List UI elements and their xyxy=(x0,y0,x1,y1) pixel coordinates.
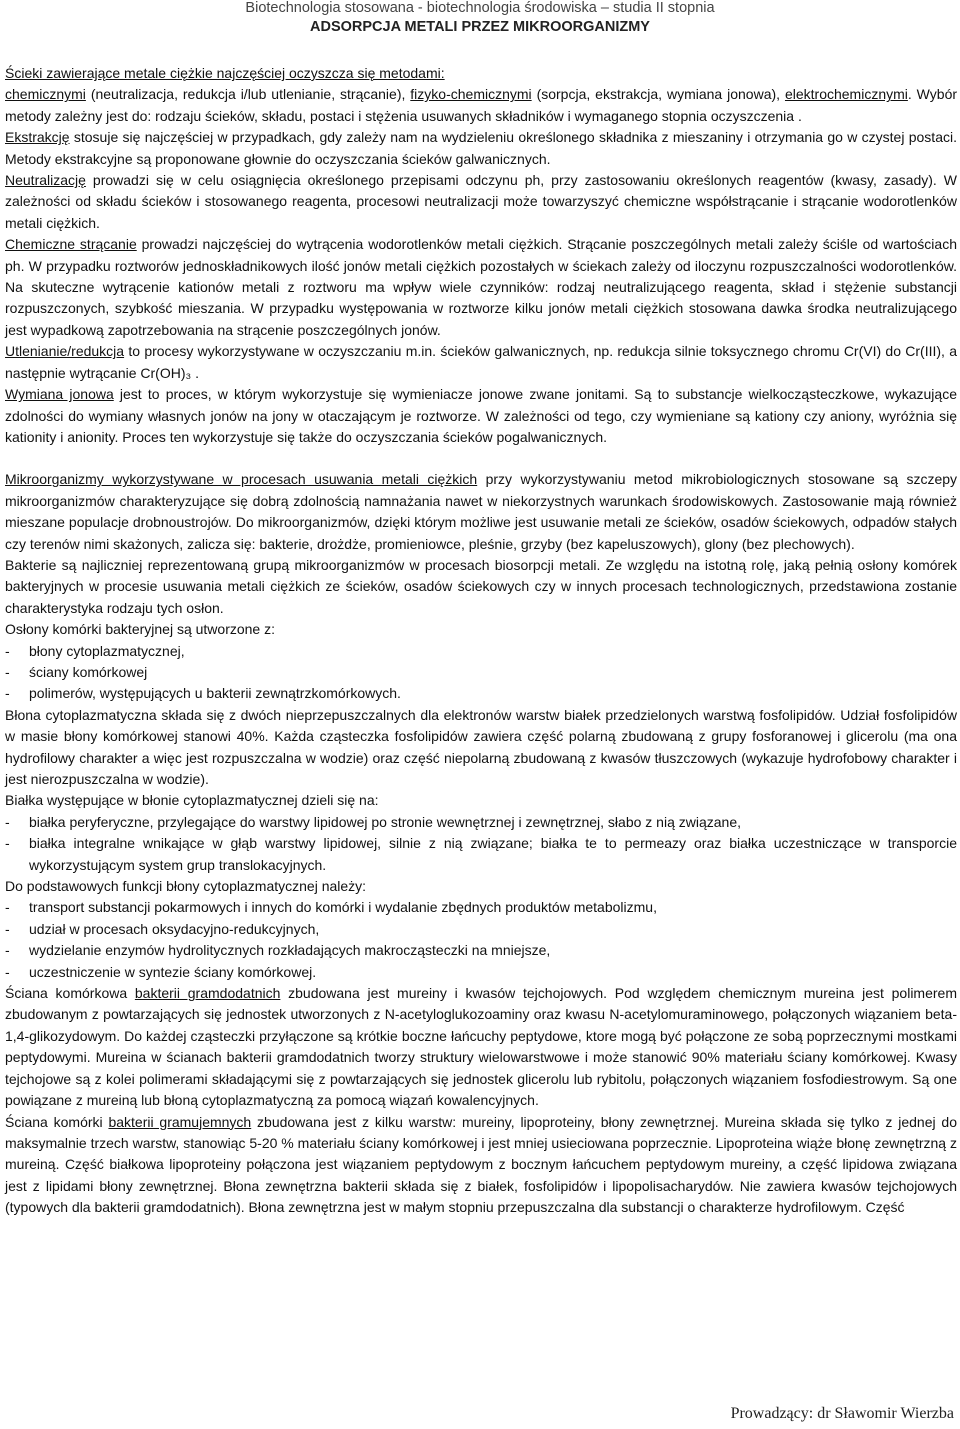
document-body xyxy=(5,63,957,1219)
document-header-course: Biotechnologia stosowana - biotechnologia środowiska – studia II stopnia xyxy=(245,0,715,16)
text: prowadzi najczęściej do wytrącenia wodorotlenków metali ciężkich. Strącanie poszczególnych metali zależy ściśle od wartościach ph. W przypadku roztworów jednoskładnikowych ilość jonów metali ciężkich pozostałych w ściekach zależy od iloczynu rozpuszczalności wodorotlenków. Na skuteczne wytrącenie kationów metali z roztworu ma wpływ wiele czynników: rodzaj neutralizującego reagenta, skład i stężenie substancji rozpuszczonych, szybkość mieszania. W przypadku występowania w roztworze kilku jonów metali ciężkich stosowana dawka środka neutralizującego jest wypadkową zapotrzebowania na strącenie poszczególnych jonów. xyxy=(5,236,957,338)
term-precipitation: Chemiczne strącanie xyxy=(5,236,137,253)
list-item xyxy=(5,833,957,876)
paragraph-spacer xyxy=(5,448,957,469)
paragraph-envelopes: Osłony komórki bakteryjnej są utworzone z: xyxy=(5,621,275,638)
text: to procesy wykorzystywane w oczyszczaniu m.in. ścieków galwanicznych, np. redukcja silnie toksycznego chromu Cr(VI) do Cr(III), a następnie wytrącanie Cr(OH)₃ . xyxy=(5,343,957,381)
text: jest to proces, w którym wykorzystuje się wymieniacze jonowe zwane jonitami. Są to substancje wielkocząsteczkowe, wykazujące zdolności do wymiany własnych jonów na jony w otaczającym je roztworze. W zależności od tego, czy wymieniane są kationy czy aniony, wyróżnia się kationity i anionity. Proces ten wykorzystuje się także do oczyszczania ścieków pogalwanicznych. xyxy=(5,386,957,445)
term-redox: Utlenianie/redukcja xyxy=(5,343,125,360)
list-dash: - xyxy=(5,835,10,852)
text: Ściana komórki xyxy=(5,1113,109,1130)
list-item xyxy=(5,962,957,983)
text: zbudowana jest mureiny i kwasów tejchojowych. Pod względem chemicznym mureina jest polimerem zbudowanym z powtarzających się jednostek utworzonych z N-acetyloglukozoaminy oraz kwasu N-acetylomuraminowego, połączonych wiązaniem beta-1,4-glikozydowym. Do każdej cząsteczki przyłączone są krótkie boczne łańcuchy peptydowe, ktore mogą być połączone ze sobą poprzecznymi mostkami peptydowymi. Mureina w ścianach bakterii gramdodatnich tworzy struktury wielowarstwowe i może stanowić 90% materiału ściany komórkowej. Kwasy tejchojowe są z kolei polimerami składającymi się z powtarzających się jednostek glicerolu lub rybitolu, połączonych wiązaniem fosfodiestrowym. Są one powiązane z mureiną lub błoną cytoplazmatyczną za pomocą wiązań kowalencyjnych. xyxy=(5,985,957,1109)
text: stosuje się najczęściej w przypadkach, gdy zależy nam na wydzieleniu określonego składnika z mieszaniny i otrzymania go w czystej postaci. Metody ekstrakcyjne są proponowane głownie do oczyszczania ścieków galwanicznych. xyxy=(5,129,957,167)
paragraph-gram-positive xyxy=(5,983,957,1111)
paragraph-proteins: Białka występujące w błonie cytoplazmatycznej dzieli się na: xyxy=(5,792,379,809)
term-ion-exchange: Wymiana jonowa xyxy=(5,386,114,403)
list-dash: - xyxy=(5,663,10,680)
paragraph-microorganisms xyxy=(5,469,957,555)
paragraph-gram-negative xyxy=(5,1112,957,1219)
text: prowadzi się w celu osiągnięcia określonego przepisami odczynu ph, przy zastosowaniu określonych reagentów (kwasy, zasady). W zależności od składu ścieków i stosowanego reagenta, procesowi neutralizacji może towarzyszyć chemiczne współstrącanie i strącanie wodorotlenków metali ciężkich. xyxy=(5,172,957,231)
list-item xyxy=(5,897,957,918)
list-dash: - xyxy=(5,813,10,830)
list-item xyxy=(5,940,957,961)
paragraph-redox xyxy=(5,341,957,384)
list-dash: - xyxy=(5,942,10,959)
list-text: błony cytoplazmatycznej, xyxy=(29,642,185,659)
paragraph-extraction xyxy=(5,127,957,170)
list-item xyxy=(5,641,957,662)
list-item xyxy=(5,683,957,704)
list-text: wydzielanie enzymów hydrolitycznych rozkładających makrocząsteczki na mniejsze, xyxy=(29,942,551,959)
list-dash: - xyxy=(5,963,10,980)
list-text: uczestniczenie w syntezie ściany komórkowej. xyxy=(29,963,317,980)
text: (sorpcja, ekstrakcja, wymiana jonowa), xyxy=(531,86,785,103)
paragraph-ion-exchange xyxy=(5,384,957,448)
paragraph-membrane: Błona cytoplazmatyczna składa się z dwóch nieprzepuszczalnych dla elektronów warstw białek przedzielonych warstwą fosfolipidów. Udział fosfolipidów w masie błony komórkowej stanowi 40%. Każda cząsteczka fosfolipidów zawiera część polarną zbudowaną z grupy fosforanowej i glicerolu (ma ona hydrofilowy charakter a więc jest rozpuszczalna w wodzie) oraz część niepolarną zbudowaną z kwasów tłuszczowych (wykazuje hydrofobowy charakter i jest nierozpuszczalna w wodzie). xyxy=(5,706,957,787)
paragraph-bacteria: Bakterie są najliczniej reprezentowaną grupą mikroorganizmów w procesach biosorpcji metali. Ze względu na istotną rolę, jaką pełnią osłony komórek bakteryjnych w procesie usuwania metali ciężkich ze ścieków, osadów ściekowych czy w innych procesach technologicznych, przedstawiona zostanie charakterystyka rodzaju tych osłon. xyxy=(5,556,957,616)
paragraph-functions: Do podstawowych funkcji błony cytoplazmatycznej należy: xyxy=(5,878,367,895)
term-physicochemical: fizyko-chemicznymi xyxy=(410,86,532,103)
paragraph-neutralization xyxy=(5,170,957,234)
list-dash: - xyxy=(5,920,10,937)
paragraph-precipitation xyxy=(5,234,957,341)
list-text: białka peryferyczne, przylegające do warstwy lipidowej po stronie wewnętrznej i zewnętrznej, słabo z nią związane, xyxy=(29,813,742,830)
list-item xyxy=(5,662,957,683)
list-item xyxy=(5,919,957,940)
list-text: ściany komórkowej xyxy=(29,663,148,680)
document-footer-lecturer: Prowadzący: dr Sławomir Wierzba xyxy=(730,1405,954,1422)
methods-lead: Ścieki zawierające metale ciężkie najczęściej oczyszcza się metodami: xyxy=(5,65,445,81)
list-item xyxy=(5,812,957,833)
list-text: białka integralne wnikające w głąb warstwy lipidowej, silnie z nią związane; białka te to permeazy oraz białka uczestniczące w transporcie wykorzystującym system grup translokacyjnych. xyxy=(29,835,957,873)
paragraph-methods xyxy=(5,84,957,127)
term-microorganisms: Mikroorganizmy wykorzystywane w procesach usuwania metali ciężkich xyxy=(5,471,478,488)
term-chemical: chemicznymi xyxy=(5,86,86,103)
list-dash: - xyxy=(5,899,10,916)
list-text: polimerów, występujących u bakterii zewnątrzkomórkowych. xyxy=(29,685,401,702)
term-extraction: Ekstrakcję xyxy=(5,129,70,146)
term-gram-negative: bakterii gramujemnych xyxy=(108,1113,252,1130)
text: . Wybór metody zależny jest do: rodzaju ścieków, składu, postaci i stężenia usuwanych składników i wymaganego stopnia oczyszczenia . xyxy=(5,86,958,124)
document-header-title: ADSORPCJA METALI PRZEZ MIKROORGANIZMY xyxy=(310,19,650,35)
text: zbudowana jest z kilku warstw: mureiny, lipoproteiny, błony zewnętrznej. Mureina składa się tylko z jednej do maksymalnie trzech warstw, stanowiąc 5-20 % materiału ściany komórkowej i jest mniej usieciowana poprzecznie. Lipoproteina wiąże błonę zewnętrzną z mureiną. Część białkowa lipoproteiny połączona jest wiązaniem peptydowym z bocznym łańcuchem peptydowym mureiny, a część lipidowa związana jest z lipidami błony zewnętrznej. Błona zewnętrzna bakterii składa się z białek, fosfolipidów i lipopolisacharydów. Nie zawiera kwasów tejchojowych (typowych dla bakterii gramdodatnich). Błona zewnętrzna jest w małym stopniu przepuszczalna dla substancji o charakterze hydrofilowym. Część xyxy=(5,1113,957,1216)
paragraph-methods-intro xyxy=(5,63,957,84)
list-text: udział w procesach oksydacyjno-redukcyjnych, xyxy=(29,920,320,937)
text: przy wykorzystywaniu metod mikrobiologicznych stosowane są szczepy mikroorganizmów charakteryzujące się dobrą zdolnością namnażania nawet w niekorzystnych warunkach środowiskowych. Zastosowanie mają również mieszane populacje drobnoustrojów. Do mikroorganizmów, dzięki którym możliwe jest usuwanie metali ze ścieków, osadów ściekowych, odpadów stałych czy terenów nimi skażonych, zalicza się: bakterie, drożdże, promieniowce, pleśnie, grzyby (bez kapeluszowych), glony (bez plechowych). xyxy=(5,471,958,552)
term-gram-positive: bakterii gramdodatnich xyxy=(134,985,281,1002)
text: (neutralizacja, redukcja i/lub utlenianie, strącanie), xyxy=(85,86,411,103)
text: Ściana komórkowa xyxy=(5,985,135,1002)
list-dash: - xyxy=(5,642,10,659)
term-neutralization: Neutralizację xyxy=(5,172,86,189)
list-dash: - xyxy=(5,685,10,702)
term-electrochemical: elektrochemicznymi xyxy=(784,86,908,103)
list-text: transport substancji pokarmowych i innych do komórki i wydalanie zbędnych produktów metabolizmu, xyxy=(29,899,657,916)
